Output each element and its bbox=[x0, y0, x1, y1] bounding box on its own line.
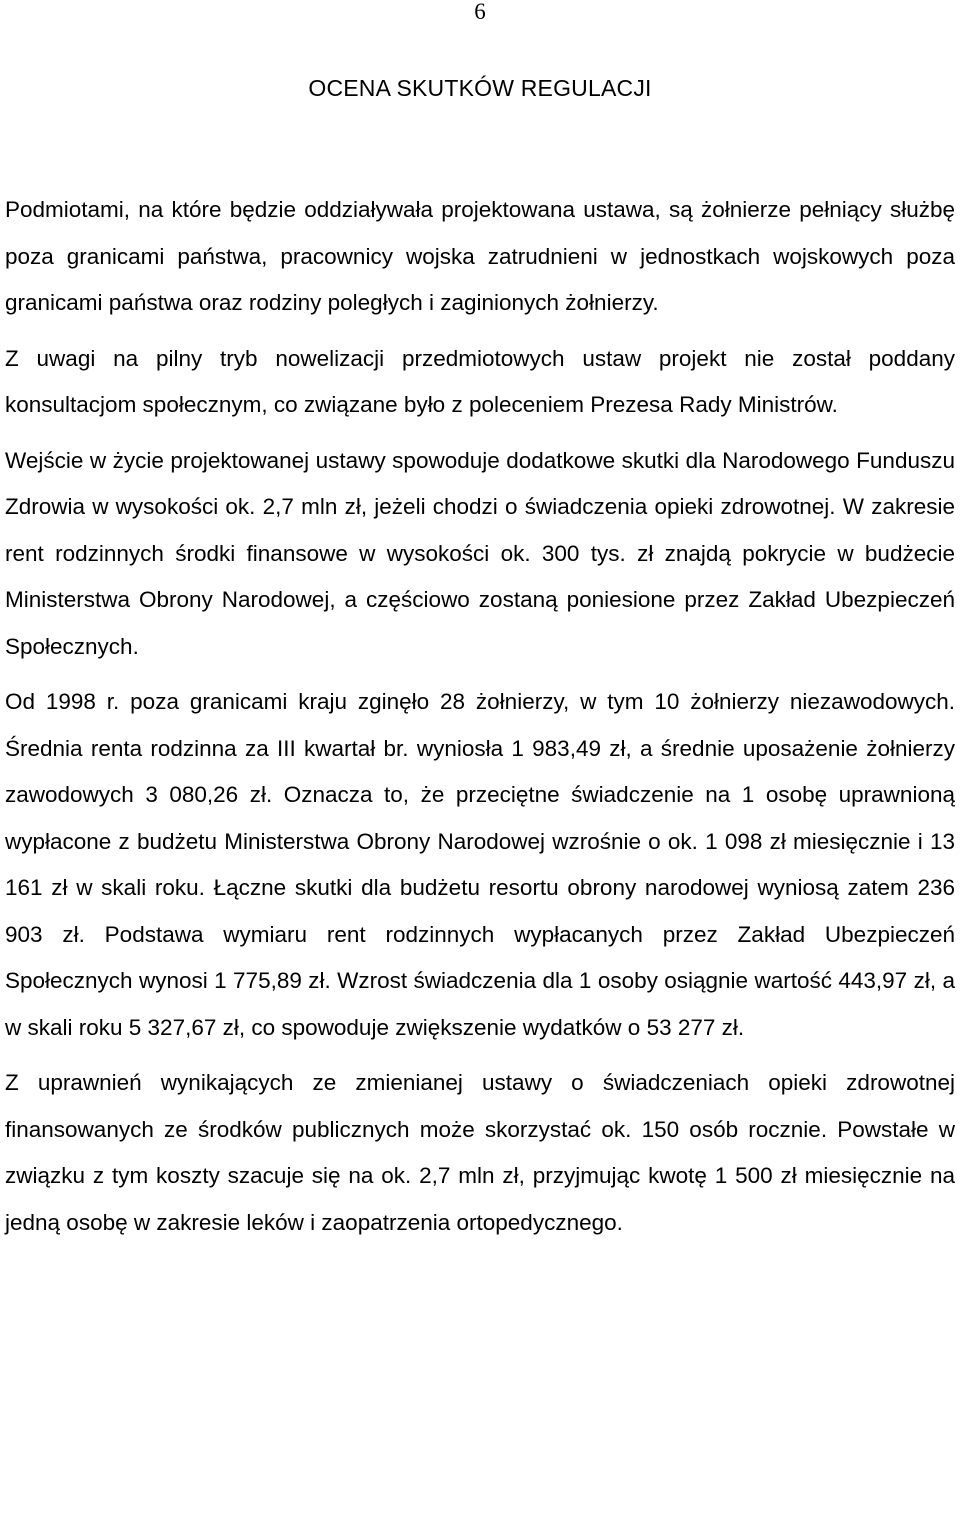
paragraph-health-fund-effects: Wejście w życie projektowanej ustawy spowoduje dodatkowe skutki dla Narodowego Funduszu Zdrowia w wysokości ok. 2,7 mln zł, jeżeli chodzi o świadczenia opieki zdrowotnej. W zakresie rent rodzinnych środki finansowe w wysokości ok. 300 tys. zł znajdą pokrycie w budżecie Ministerstwa Obrony Narodowej, a częściowo zostaną poniesione przez Zakład Ubezpieczeń Społecznych. bbox=[5, 447, 955, 659]
page-number: 6 bbox=[474, 0, 486, 24]
paragraph-pension-calculations: Od 1998 r. poza granicami kraju zginęło 28 żołnierzy, w tym 10 żołnierzy niezawodowych. Średnia renta rodzinna za III kwartał br. wyniosła 1 983,49 zł, a średnie uposażenie żołnierzy zawodowych 3 080,26 zł. Oznacza to, że przeciętne świadczenie na 1 osobę uprawnioną wypłacone z budżetu Ministerstwa Obrony Narodowej wzrośnie o ok. 1 098 zł miesięcznie i 13 161 zł w skali roku. Łączne skutki dla budżetu resortu obrony narodowej wyniosą zatem 236 903 zł. Podstawa wymiaru rent rodzinnych wypłacanych przez Zakład Ubezpieczeń Społecznych wynosi 1 775,89 zł. Wzrost świadczenia dla 1 osoby osiągnie wartość 443,97 zł, a w skali roku 5 327,67 zł, co spowoduje zwiększenie wydatków o 53 277 zł. bbox=[5, 689, 955, 1040]
document-title: OCENA SKUTKÓW REGULACJI bbox=[308, 75, 652, 101]
document-body bbox=[5, 187, 955, 1246]
paragraph-subjects: Podmiotami, na które będzie oddziaływała projektowana ustawa, są żołnierze pełniący służbę poza granicami państwa, pracownicy wojska zatrudnieni w jednostkach wojskowych poza granicami państwa oraz rodziny poległych i zaginionych żołnierzy. bbox=[5, 197, 955, 315]
paragraph-consultations: Z uwagi na pilny tryb nowelizacji przedmiotowych ustaw projekt nie został poddany konsultacjom społecznym, co związane było z poleceniem Prezesa Rady Ministrów. bbox=[5, 345, 955, 417]
paragraph-healthcare-costs: Z uprawnień wynikających ze zmienianej ustawy o świadczeniach opieki zdrowotnej finansowanych ze środków publicznych może skorzystać ok. 150 osób rocznie. Powstałe w związku z tym koszty szacuje się na ok. 2,7 mln zł, przyjmując kwotę 1 500 zł miesięcznie na jedną osobę w zakresie leków i zaopatrzenia ortopedycznego. bbox=[5, 1070, 955, 1235]
